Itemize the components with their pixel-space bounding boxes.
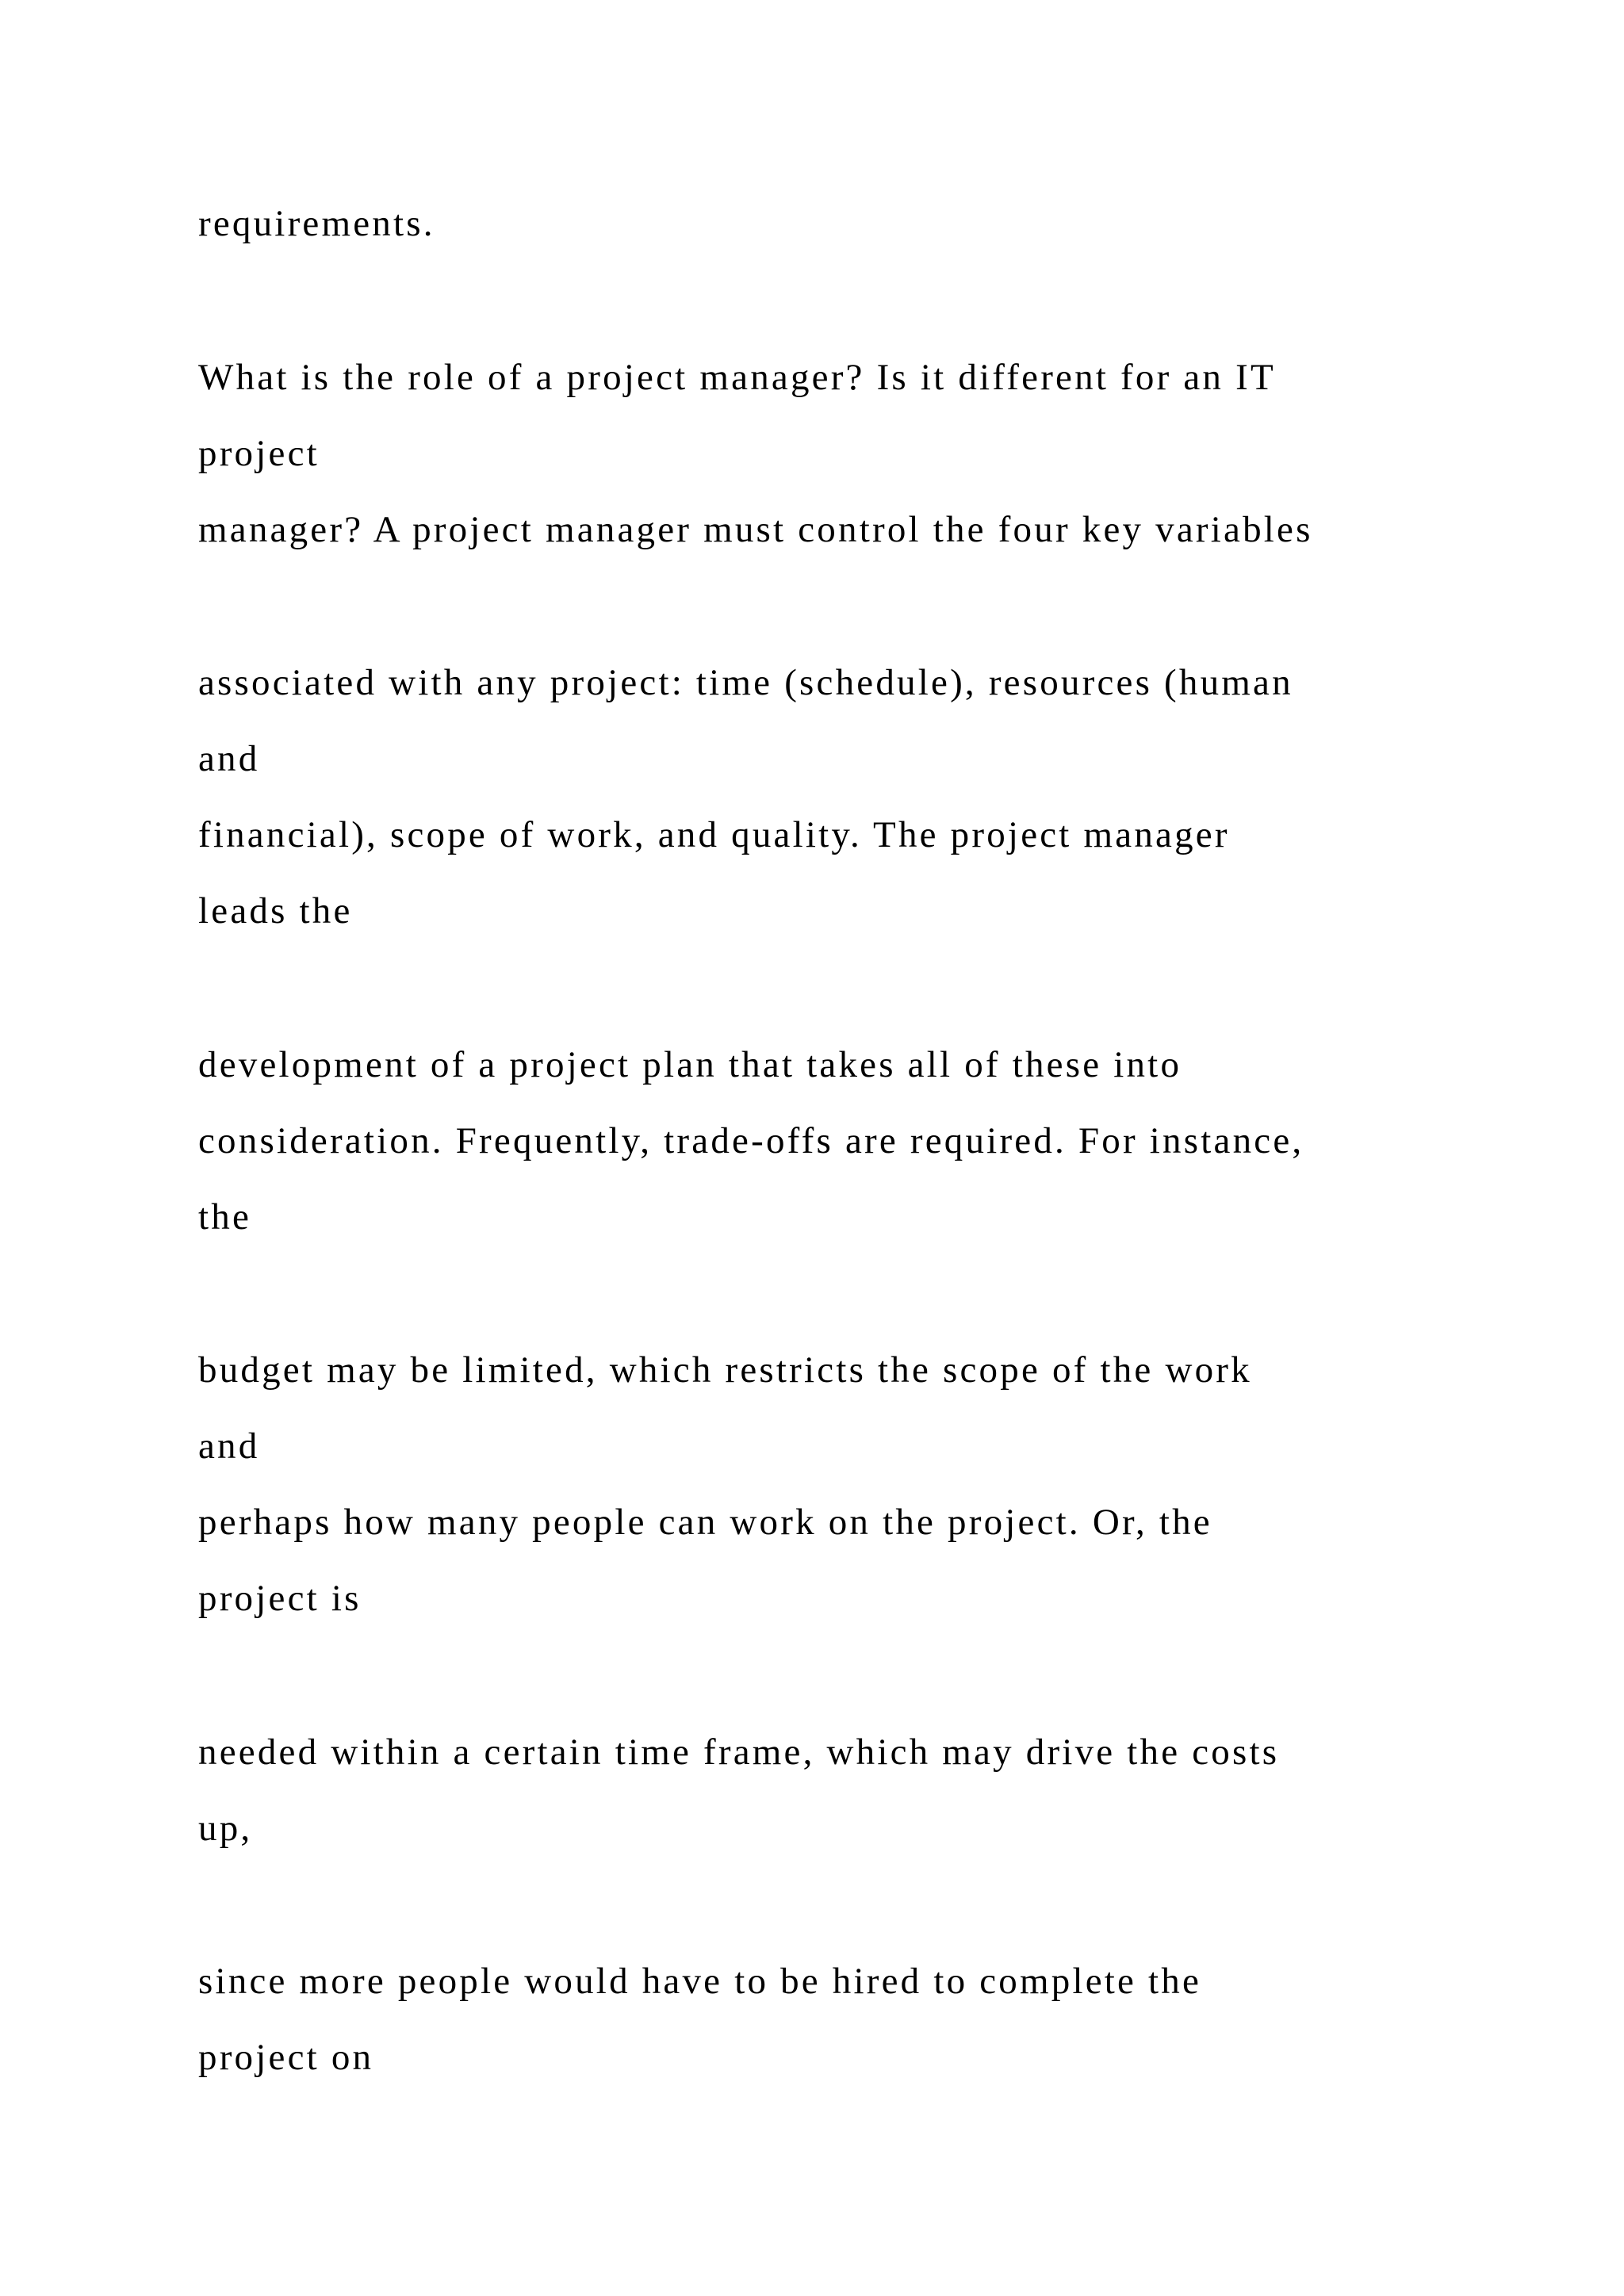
text-line: since more people would have to be hired to complete the	[198, 1961, 1202, 2002]
text-line: up,	[198, 1808, 253, 1849]
text-line: leads the	[198, 890, 353, 932]
text-line: financial), scope of work, and quality. The project manager	[198, 814, 1230, 855]
text-line: project is	[198, 1578, 362, 1619]
text-line: manager? A project manager must control the four key variables	[198, 509, 1313, 550]
text-line: What is the role of a project manager? Is it different for an IT	[198, 357, 1276, 398]
text-line: and	[198, 738, 260, 779]
text-line: the	[198, 1196, 252, 1238]
text-line: perhaps how many people can work on the project. Or, the	[198, 1502, 1212, 1543]
text-line: consideration. Frequently, trade-offs are required. For instance,	[198, 1120, 1304, 1161]
text-line: budget may be limited, which restricts the scope of the work	[198, 1349, 1252, 1391]
text-line: and	[198, 1425, 260, 1467]
text-line: associated with any project: time (schedule), resources (human	[198, 662, 1293, 703]
text-line: requirements.	[198, 203, 435, 244]
text-line: project	[198, 433, 320, 474]
text-line: needed within a certain time frame, which may drive the costs	[198, 1732, 1280, 1773]
text-line: development of a project plan that takes all of these into	[198, 1044, 1182, 1085]
text-line: project on	[198, 2037, 374, 2078]
